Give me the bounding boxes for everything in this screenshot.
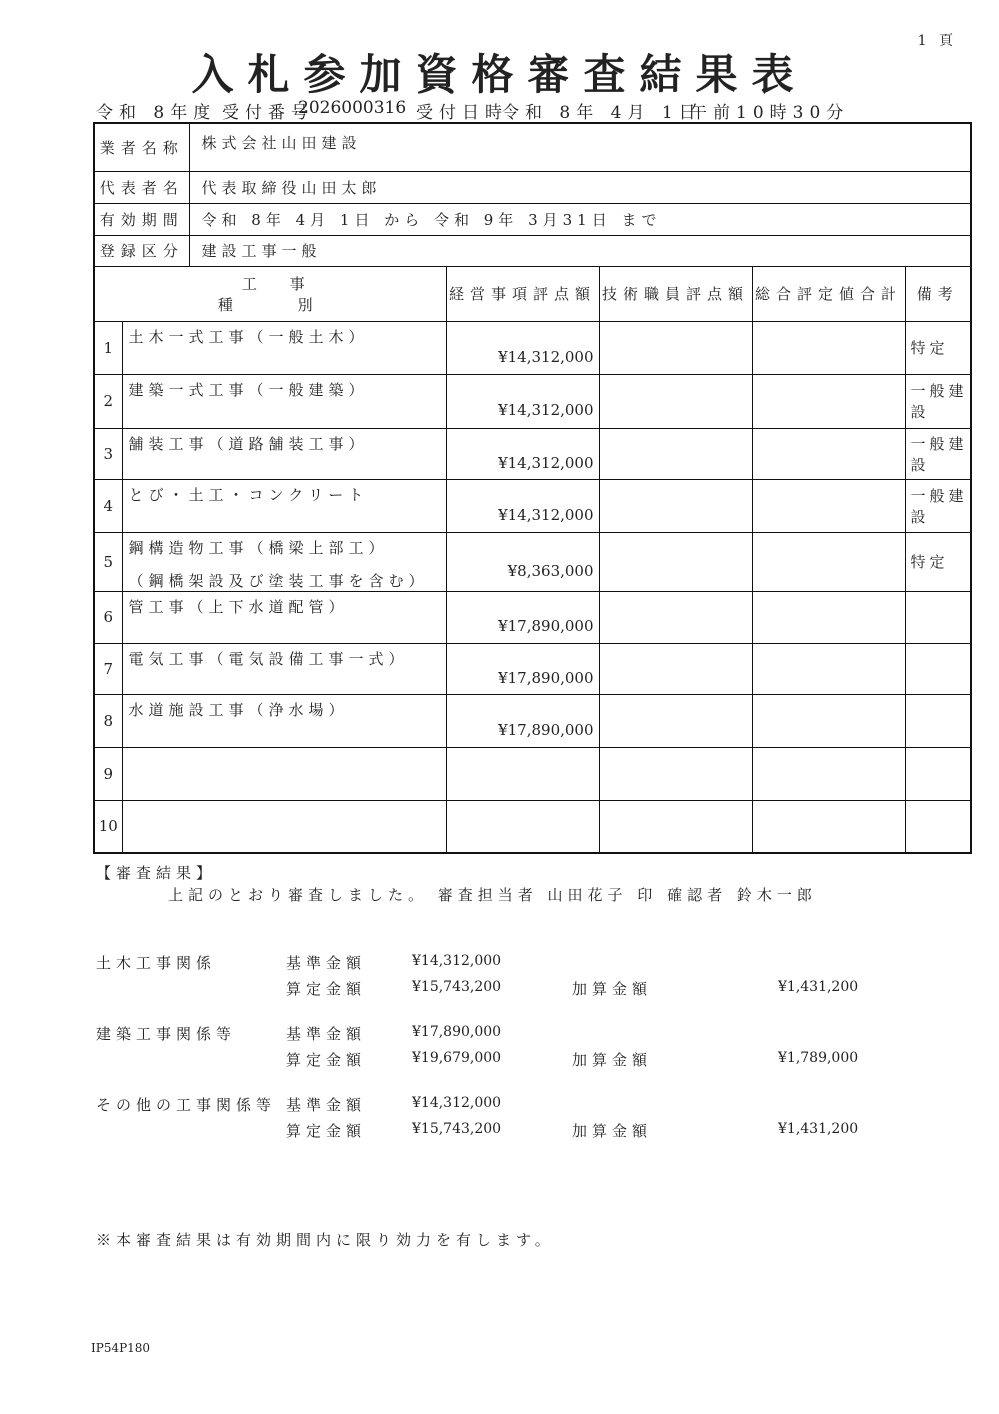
row-item: 管工事（上下水道配管）	[128, 597, 349, 616]
table-row	[94, 643, 971, 694]
summary-add-value: ¥1,431,200	[778, 1121, 859, 1137]
row-note: 特定	[905, 532, 971, 591]
row-amount: ¥14,312,000	[446, 321, 599, 374]
summary-calc-label: 算定金額	[286, 980, 367, 998]
column-header: 総合評定値合計	[752, 266, 905, 321]
column-header: 備考	[905, 266, 971, 321]
info-row	[94, 123, 971, 171]
row-cell	[752, 428, 905, 479]
row-number: 8	[94, 694, 122, 747]
row-cell	[752, 591, 905, 643]
row-item-sub: （鋼橋架設及び塗装工事を含む）	[128, 571, 429, 590]
row-note	[905, 643, 971, 694]
reception-date: 令和 8年 4月 1日	[502, 103, 702, 123]
row-number: 2	[94, 374, 122, 428]
row-item: 建築一式工事（一般建築）	[128, 380, 369, 399]
info-label: 有効期間	[94, 203, 189, 235]
row-cell	[752, 374, 905, 428]
bottom-note: ※本審査結果は有効期間内に限り効力を有します。	[96, 1231, 555, 1249]
info-value: 代表取締役山田太郎	[189, 171, 971, 203]
table-row	[94, 747, 971, 800]
row-amount: ¥17,890,000	[446, 643, 599, 694]
page-title: 入札参加資格審査結果表	[191, 50, 808, 99]
row-number: 9	[94, 747, 122, 800]
row-note: 一般建設	[905, 374, 971, 428]
row-cell	[752, 747, 905, 800]
info-value: 令和 8年 4月 1日 から 令和 9年 3月31日 まで	[189, 203, 971, 235]
column-header-row	[94, 266, 971, 321]
summary-base-label: 基準金額	[286, 1096, 367, 1114]
info-value: 株式会社山田建設	[189, 123, 971, 171]
table-row	[94, 321, 971, 374]
row-number: 4	[94, 479, 122, 532]
row-cell	[599, 479, 752, 532]
summary-calc-value: ¥15,743,200	[412, 1121, 502, 1137]
row-item: 電気工事（電気設備工事一式）	[128, 649, 409, 668]
summary-calc-value: ¥15,743,200	[412, 979, 502, 995]
row-item: 鋼構造物工事（橋梁上部工）	[128, 538, 389, 557]
table-row	[94, 374, 971, 428]
summary-base-value: ¥14,312,000	[412, 953, 502, 969]
row-cell	[599, 374, 752, 428]
row-number: 10	[94, 800, 122, 853]
info-label: 代表者名	[94, 171, 189, 203]
date-label: 受付日時	[416, 103, 508, 123]
summary-base-value: ¥14,312,000	[412, 1095, 502, 1111]
summary-add-value: ¥1,431,200	[778, 979, 859, 995]
form-code: IP54P180	[91, 1341, 151, 1355]
row-cell	[752, 643, 905, 694]
item-header-line2: 種 別	[217, 295, 343, 314]
row-item: とび・土工・コンクリート	[128, 485, 369, 504]
row-item: 土木一式工事（一般土木）	[128, 327, 369, 346]
info-value: 建設工事一般	[189, 235, 971, 266]
table-row	[94, 479, 971, 532]
summary-label: 建築工事関係等	[96, 1025, 237, 1043]
summary-add-value: ¥1,789,000	[778, 1050, 859, 1066]
info-row	[94, 235, 971, 266]
row-amount: ¥14,312,000	[446, 374, 599, 428]
reception-time: 午前10時30分	[690, 103, 850, 123]
summary-base-label: 基準金額	[286, 954, 367, 972]
summary-calc-value: ¥19,679,000	[412, 1050, 502, 1066]
row-item: 舗装工事（道路舗装工事）	[128, 434, 369, 453]
summary-calc-label: 算定金額	[286, 1122, 367, 1140]
row-note: 一般建設	[905, 479, 971, 532]
row-cell	[599, 800, 752, 853]
row-amount: ¥17,890,000	[446, 591, 599, 643]
row-cell	[752, 532, 905, 591]
row-number: 1	[94, 321, 122, 374]
assessment-table	[93, 122, 972, 854]
row-cell	[599, 532, 752, 591]
row-cell	[599, 591, 752, 643]
table-row	[94, 591, 971, 643]
row-cell	[752, 800, 905, 853]
row-note	[905, 800, 971, 853]
row-note: 特定	[905, 321, 971, 374]
row-cell	[599, 321, 752, 374]
summary-base-label: 基準金額	[286, 1025, 367, 1043]
remarks-text: 上記のとおり審査しました。 審査担当者 山田花子 印 確認者 鈴木一郎	[168, 886, 817, 904]
row-note	[905, 591, 971, 643]
summary-add-label: 加算金額	[572, 1051, 653, 1069]
row-note	[905, 747, 971, 800]
row-number: 6	[94, 591, 122, 643]
info-row	[94, 203, 971, 235]
row-cell	[752, 479, 905, 532]
number-label: 受付番号	[222, 103, 314, 123]
summary-add-label: 加算金額	[572, 1122, 653, 1140]
row-number: 5	[94, 532, 122, 591]
info-row	[94, 171, 971, 203]
row-amount: ¥17,890,000	[446, 694, 599, 747]
table-row	[94, 428, 971, 479]
column-header: 経営事項評点額	[446, 266, 599, 321]
row-amount	[446, 747, 599, 800]
row-item: 水道施設工事（浄水場）	[128, 700, 349, 719]
table-row	[94, 800, 971, 853]
row-cell	[752, 321, 905, 374]
summary-base-value: ¥17,890,000	[412, 1024, 502, 1040]
row-amount	[446, 800, 599, 853]
table-row	[94, 694, 971, 747]
summary-add-label: 加算金額	[572, 980, 653, 998]
summary-calc-label: 算定金額	[286, 1051, 367, 1069]
info-label: 業者名称	[94, 123, 189, 171]
row-cell	[599, 747, 752, 800]
table-row	[94, 532, 971, 591]
column-header: 技術職員評点額	[599, 266, 752, 321]
row-cell	[599, 428, 752, 479]
row-amount: ¥14,312,000	[446, 428, 599, 479]
item-header-line1: 工 事	[241, 274, 319, 293]
reception-number: 2026000316	[298, 98, 407, 118]
fiscal-year: 令和 8年度	[96, 103, 217, 123]
summary-label: その他の工事関係等	[96, 1096, 277, 1114]
row-amount: ¥14,312,000	[446, 479, 599, 532]
row-note	[905, 694, 971, 747]
row-amount: ¥8,363,000	[446, 532, 599, 591]
row-cell	[752, 694, 905, 747]
row-number: 7	[94, 643, 122, 694]
summary-label: 土木工事関係	[96, 954, 217, 972]
remarks-heading: 【審査結果】	[96, 864, 217, 882]
row-number: 3	[94, 428, 122, 479]
row-cell	[599, 694, 752, 747]
info-label: 登録区分	[94, 235, 189, 266]
row-note: 一般建設	[905, 428, 971, 479]
row-cell	[599, 643, 752, 694]
page-number: 1 頁	[917, 33, 957, 49]
